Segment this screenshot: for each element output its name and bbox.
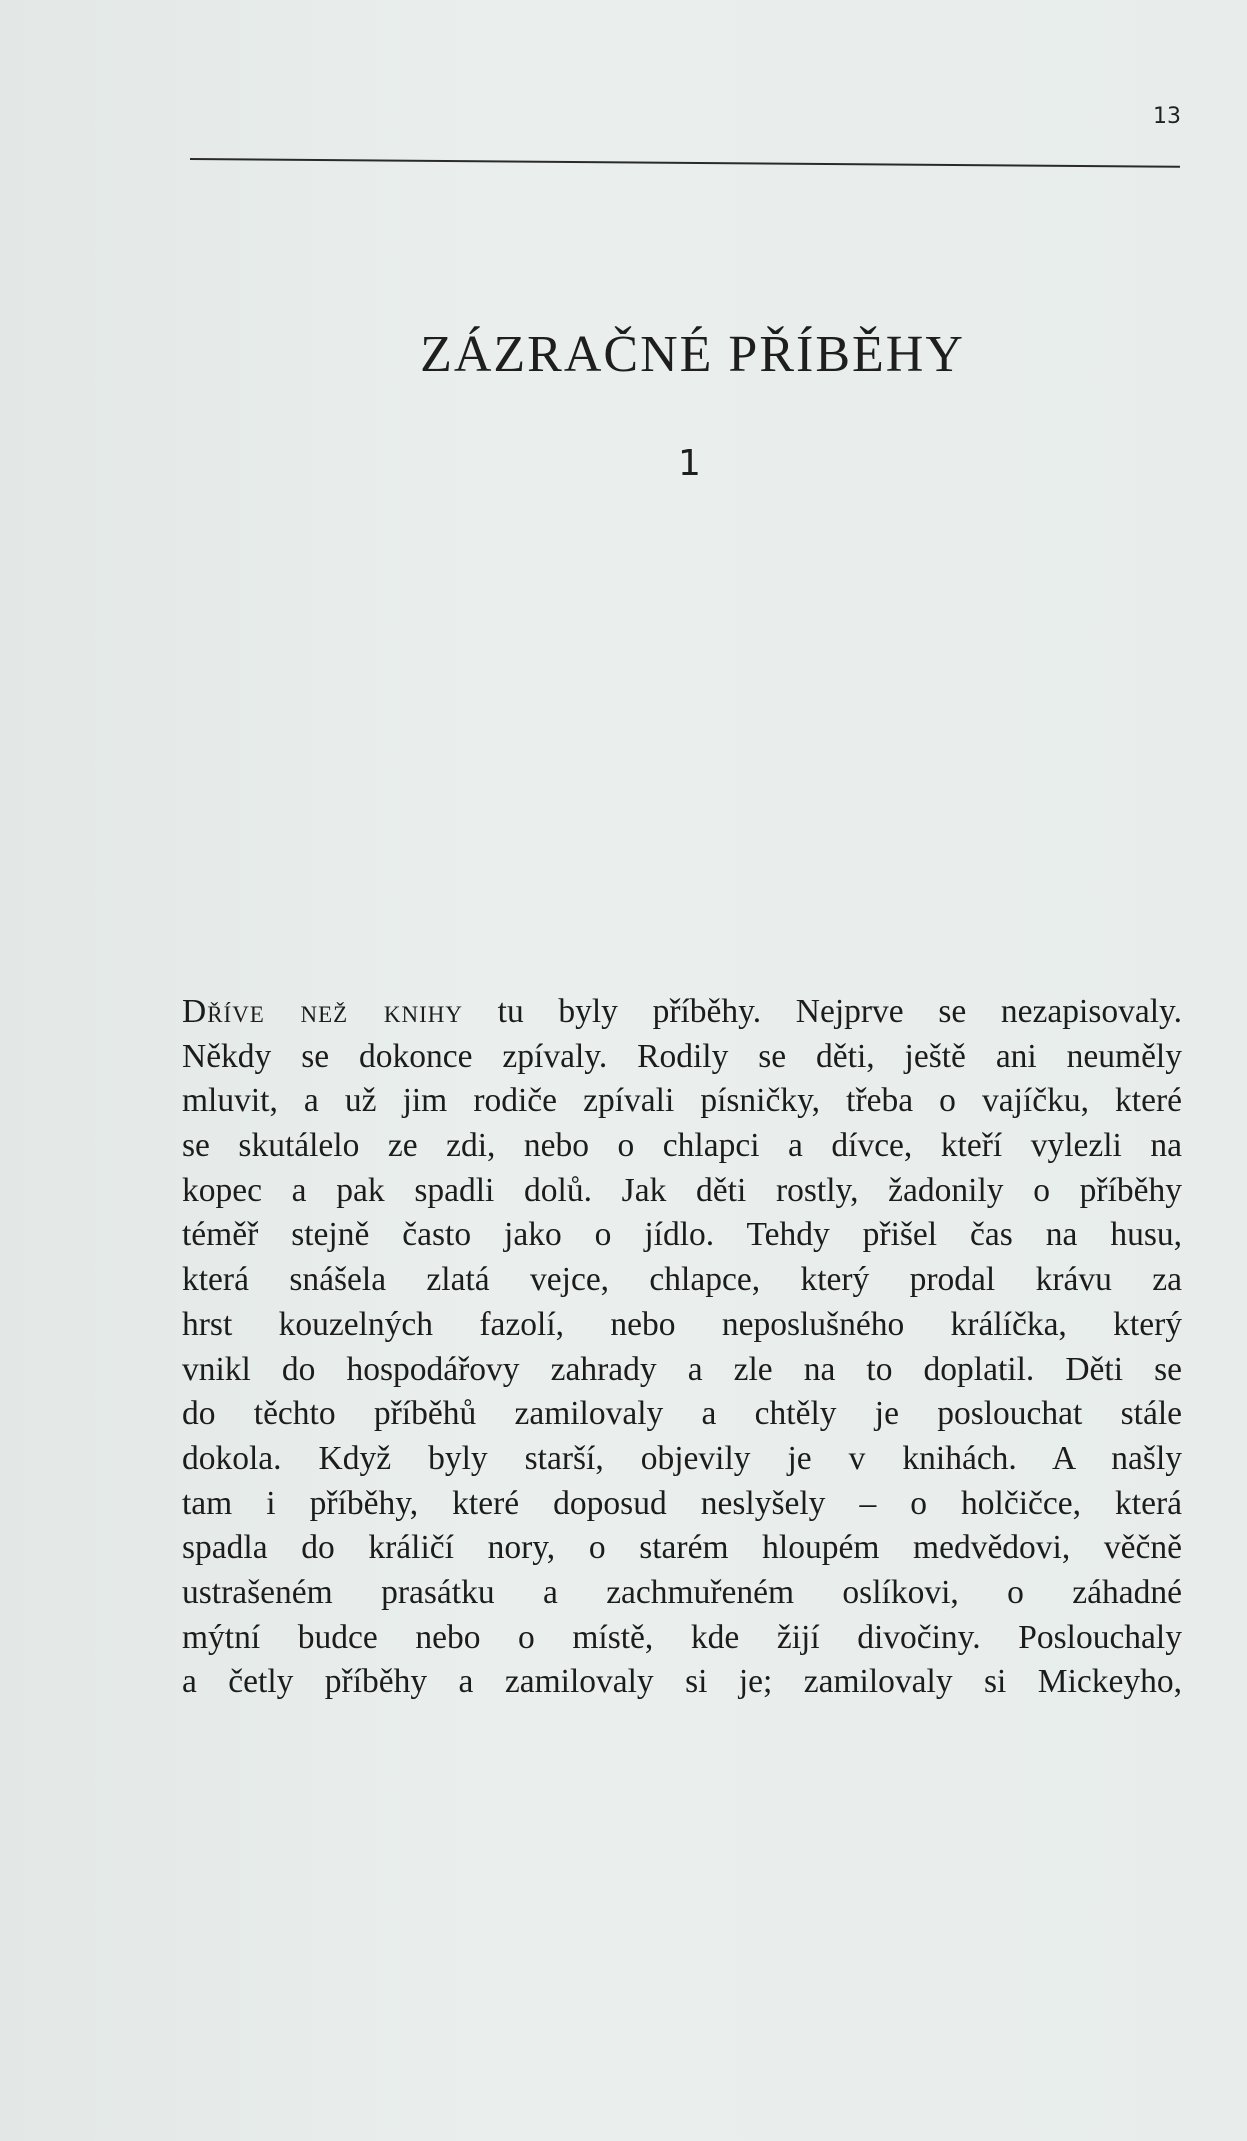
text-line: vnikl do hospodářovy zahrady a zle na to doplatil. Děti se [182, 1350, 1182, 1388]
page-number: 13 [1153, 104, 1181, 129]
text-line: hrst kouzelných fazolí, nebo neposlušného králíčka, který [182, 1305, 1182, 1343]
text-line: téměř stejně často jako o jídlo. Tehdy přišel čas na husu, [182, 1216, 1182, 1254]
text-line [182, 990, 1182, 1035]
text-line: do těchto příběhů zamilovaly a chtěly je poslouchat stále [182, 1395, 1182, 1433]
text-line-content: tu byly příběhy. Nejprve se nezapisovaly. [462, 993, 1182, 1030]
text-line: tam i příběhy, které doposud neslyšely – o holčičce, která [182, 1484, 1182, 1522]
body-paragraph [182, 990, 1182, 1705]
header-rule [190, 158, 1180, 168]
chapter-number: 1 [678, 443, 701, 484]
text-line: mýtní budce nebo o místě, kde žijí divočiny. Poslouchaly [182, 1618, 1182, 1656]
text-line: a četly příběhy a zamilovaly si je; zamilovaly si Mickeyho, [182, 1663, 1182, 1701]
text-line: ustrašeném prasátku a zachmuřeném oslíkovi, o záhadné [182, 1573, 1182, 1611]
chapter-title: ZÁZRAČNÉ PŘÍBĚHY [420, 326, 965, 383]
text-line: se skutálelo ze zdi, nebo o chlapci a dívce, kteří vylezli na [182, 1127, 1182, 1165]
text-line: dokola. Když byly starší, objevily je v knihách. A našly [182, 1439, 1182, 1477]
text-line: která snášela zlatá vejce, chlapce, který prodal krávu za [182, 1261, 1182, 1299]
text-line: kopec a pak spadli dolů. Jak děti rostly, žadonily o příběhy [182, 1171, 1182, 1209]
opening-smallcaps: Dříve než knihy [182, 993, 463, 1030]
text-line: mluvit, a už jim rodiče zpívali písničky, třeba o vajíčku, které [182, 1082, 1182, 1120]
text-line: Někdy se dokonce zpívaly. Rodily se děti, ještě ani neuměly [182, 1037, 1182, 1075]
text-line: spadla do králičí nory, o starém hloupém medvědovi, věčně [182, 1529, 1182, 1567]
